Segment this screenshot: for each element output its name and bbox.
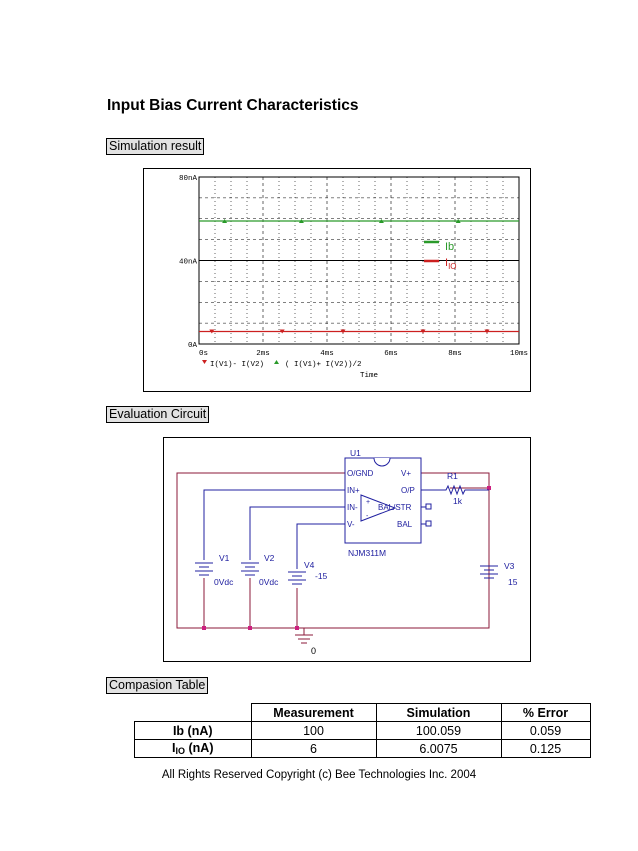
legend-marker-0 xyxy=(202,360,207,364)
y-tick-label: 0A xyxy=(187,342,197,350)
y-tick-label: 80nA xyxy=(178,175,197,183)
copyright-text: All Rights Reserved Copyright (c) Bee Technologies Inc. 2004 xyxy=(161,769,477,781)
v4-source xyxy=(288,572,306,584)
v1-value: 0Vdc xyxy=(214,577,234,587)
circuit-svg xyxy=(164,438,530,661)
pin-bal: BAL xyxy=(397,520,413,529)
table-row xyxy=(135,740,591,758)
table-row xyxy=(135,722,591,740)
r1-resistor xyxy=(421,486,489,494)
header-simulation: Simulation xyxy=(376,704,501,722)
v3-value: 15 xyxy=(508,577,518,587)
pin-inplus: IN+ xyxy=(347,486,360,495)
svg-text:+: + xyxy=(366,499,371,506)
v2-value: 0Vdc xyxy=(259,577,279,587)
opamp-part: NJM311M xyxy=(348,548,387,558)
r1-label: R1 xyxy=(447,471,458,481)
ib-annotation: Ib xyxy=(445,241,455,253)
v4-label: V4 xyxy=(304,560,315,570)
y-tick-label: 40nA xyxy=(178,258,197,267)
section-label-simulation: Simulation result xyxy=(106,138,204,155)
x-axis-label: Time xyxy=(359,372,379,380)
x-tick-label: 4ms xyxy=(320,350,334,358)
v4-value: -15 xyxy=(315,571,328,581)
legend-series-0: I(V1)- I(V2) xyxy=(210,361,265,369)
v3-label: V3 xyxy=(504,561,515,571)
table-header-row xyxy=(135,704,591,722)
cell-error: 0.125 xyxy=(501,740,590,758)
cell-measurement: 6 xyxy=(251,740,376,758)
cell-simulation: 6.0075 xyxy=(376,740,501,758)
row-label: Ib (nA) xyxy=(135,722,252,740)
pin-inminus: IN- xyxy=(347,503,358,512)
x-tick-label: 6ms xyxy=(384,350,398,358)
iio-annotation: $I_{IO}$ xyxy=(445,257,457,271)
x-tick-label: 10ms xyxy=(509,350,529,358)
pin-balstr: BAL/STR xyxy=(378,503,412,512)
ground-symbol xyxy=(295,628,313,643)
pin-vplus: V+ xyxy=(401,469,412,478)
cell-error: 0.059 xyxy=(501,722,590,740)
x-tick-label: 0s xyxy=(199,350,209,358)
section-label-circuit: Evaluation Circuit xyxy=(106,406,209,423)
r1-value: 1k xyxy=(453,496,462,506)
section-label-table: Compasion Table xyxy=(106,677,208,694)
x-tick-label: 2ms xyxy=(256,350,270,358)
x-tick-label: 8ms xyxy=(448,350,462,358)
chart-svg xyxy=(144,169,530,391)
legend-series-1: ( I(V1)+ I(V2))/2 xyxy=(285,361,362,369)
page-title: Input Bias Current Characteristics xyxy=(107,97,359,114)
ground-label: 0 xyxy=(311,646,317,656)
u1-label: U1 xyxy=(350,448,361,458)
v1-source xyxy=(195,563,213,575)
comparison-table xyxy=(134,703,591,758)
v1-label: V1 xyxy=(219,553,230,563)
header-measurement: Measurement xyxy=(251,704,376,722)
circuit-wires xyxy=(177,473,489,628)
evaluation-circuit xyxy=(163,437,531,662)
pin-ognd: O/GND xyxy=(347,469,374,478)
simulation-chart xyxy=(143,168,531,392)
legend-marker-1 xyxy=(274,360,279,364)
pin-op: O/P xyxy=(401,486,415,495)
cell-measurement: 100 xyxy=(251,722,376,740)
v2-source xyxy=(241,563,259,575)
svg-text:-: - xyxy=(366,513,369,520)
v2-label: V2 xyxy=(264,553,275,563)
pin-vminus: V- xyxy=(347,520,355,529)
row-label: $I_{IO}$ (nA) xyxy=(135,740,252,758)
cell-simulation: 100.059 xyxy=(376,722,501,740)
header-error: % Error xyxy=(501,704,590,722)
